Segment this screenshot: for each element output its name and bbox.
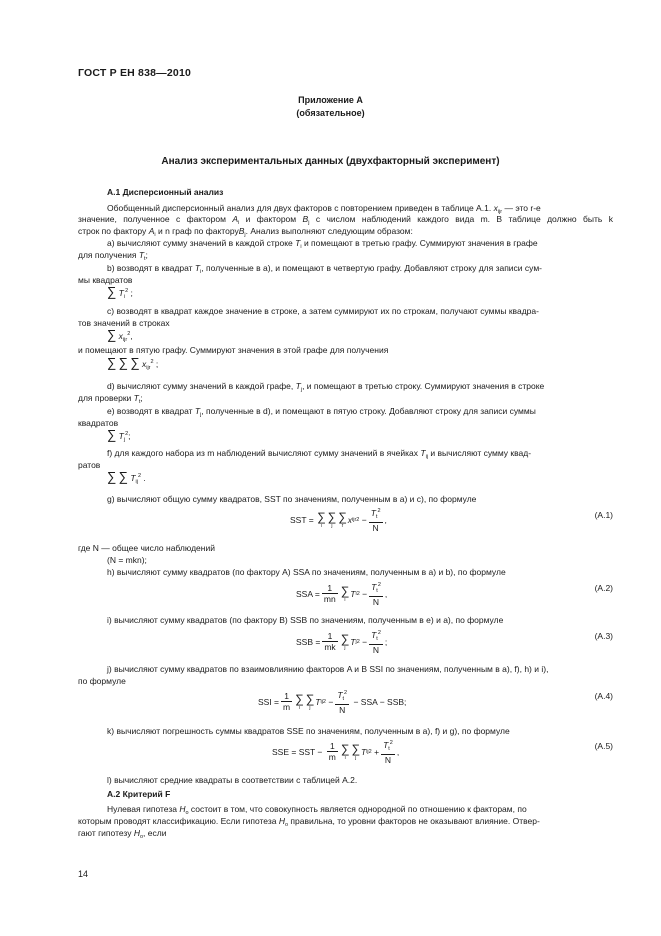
step-c-line-2: тов значений в строках bbox=[78, 318, 170, 328]
a2-line-1: Нулевая гипотеза $H_o$ состоит в том, что совокупность является однородной по отношению к факторам, по bbox=[107, 804, 527, 816]
equation-a4-label: (А.4) bbox=[594, 691, 613, 701]
step-b-line-1: b) возводят в квадрат $T_i$, полученные в а), и помещают в четвертую графу. Добавляют строку для записи сум- bbox=[107, 263, 542, 275]
step-c-formula-1: ∑ $x_{ijr}^2$, bbox=[107, 327, 133, 343]
equation-a1-label: (А.1) bbox=[594, 510, 613, 520]
page-number: 14 bbox=[78, 869, 89, 879]
standard-code-header: ГОСТ Р ЕН 838—2010 bbox=[78, 67, 192, 79]
equation-a3-label: (А.3) bbox=[594, 631, 613, 641]
annex-status: (обязательное) bbox=[296, 108, 365, 118]
step-d-line-2: для проверки $T_t$; bbox=[78, 393, 143, 405]
step-f-line-2: ратов bbox=[78, 460, 101, 470]
step-h-line-1: h) вычисляют сумму квадратов (по фактору A) SSA по значениям, полученным в а) и b), по формуле bbox=[107, 567, 506, 577]
equation-a3: SSB = $\frac{1}{mk}$ ∑ j T j 2 − $\frac{T_t^2}{N}$ ; bbox=[296, 630, 388, 655]
annex-title: Приложение А bbox=[298, 95, 363, 105]
step-f-formula: ∑ ∑ $T_{ij}^2$ . bbox=[107, 469, 146, 485]
step-e-formula: ∑ $T_j^2$; bbox=[107, 427, 131, 443]
step-a-line-1: а) вычисляют сумму значений в каждой строке $T_i$ и помещают в третью графу. Суммируют значения в графе bbox=[107, 238, 538, 250]
step-b-line-2: мы квадратов bbox=[78, 275, 133, 285]
step-a-line-2: для получения $T_t$; bbox=[78, 250, 148, 262]
step-i-line-1: i) вычисляют сумму квадратов (по фактору B) SSB по значениям, полученным в е) и а), по формуле bbox=[107, 615, 504, 625]
step-g-line-1: g) вычисляют общую сумму квадратов, SST по значениям, полученным в а) и с), по формуле bbox=[107, 494, 477, 504]
intro-line-3: строк по фактору $A_i$ и n граф по факторуB$_j$. Анализ выполняют следующим образом: bbox=[78, 226, 413, 238]
section-a1-heading: А.1 Дисперсионный анализ bbox=[107, 187, 224, 197]
step-c-line-3: и помещают в пятую графу. Суммируют значения в этой графе для получения bbox=[78, 345, 389, 355]
a2-line-2: которым проводят классификацию. Если гипотеза $H_o$ правильна, то уровни факторов не оказывают влияние. Отвер- bbox=[78, 816, 540, 828]
step-j-line-2: по формуле bbox=[78, 676, 126, 686]
step-d-line-1: d) вычисляют сумму значений в каждой графе, $T_j$, и помещают в третью строку. Суммируют значения в строке bbox=[107, 381, 545, 393]
step-k-line-1: k) вычисляют погрешность суммы квадратов SSE по значениям, полученным в а), f) и g), по формуле bbox=[107, 726, 510, 736]
step-b-formula: ∑ $T_i^2$ ; bbox=[107, 284, 133, 300]
equation-a2-label: (А.2) bbox=[594, 583, 613, 593]
section-a2-heading: А.2 Критерий F bbox=[107, 789, 171, 799]
step-l-line-1: l) вычисляют средние квадраты в соответствии с таблицей А.2. bbox=[107, 775, 358, 785]
equation-a2: SSA = $\frac{1}{mn}$ ∑ i T i 2 − $\frac{T_t^2}{N}$ , bbox=[296, 582, 388, 607]
equation-a1: SST = ∑ i ∑ j ∑ r x ijr 2 − $\frac{T_t^2}{N}$ , bbox=[290, 508, 387, 533]
step-c-formula-2: ∑ ∑ ∑ $x_{ijr}^2$ ; bbox=[107, 355, 159, 371]
step-f-line-1: f) для каждого набора из m наблюдений вычисляют сумму значений в ячейках $T_{ij}$ и вычисляют сумму квад- bbox=[107, 448, 532, 460]
step-e-line-2: квадратов bbox=[78, 418, 119, 428]
intro-line-1: Обобщенный дисперсионный анализ для двух факторов с повторением приведен в таблице А.1. $x_{ijr}$ — это r-е bbox=[107, 203, 541, 215]
where-line-2: (N = mkn); bbox=[107, 555, 147, 565]
a2-line-3: гают гипотезу $H_o$, если bbox=[78, 828, 167, 840]
equation-a5-label: (А.5) bbox=[594, 741, 613, 751]
step-j-line-1: j) вычисляют сумму квадратов по взаимовлиянию факторов A и B SSI по значениям, полученным в а), f), h) и i), bbox=[107, 664, 549, 674]
equation-a5: SSE = SST − $\frac{1}{m}$ ∑ i ∑ j T ij 2 + $\frac{T_t^2}{N}$ , bbox=[272, 740, 400, 765]
step-e-line-1: е) возводят в квадрат $T_j$, полученные в d), и помещают в пятую строку. Добавляют строку для записи суммы bbox=[107, 406, 536, 418]
equation-a4: SSI = $\frac{1}{m}$ ∑ i ∑ j T ij 2 − $\frac{T_t^2}{N}$ − SSA − SSB; bbox=[258, 690, 407, 715]
document-title: Анализ экспериментальных данных (двухфакторный эксперимент) bbox=[161, 156, 500, 167]
where-line-1: где N — общее число наблюдений bbox=[78, 543, 215, 553]
step-c-line-1: с) возводят в квадрат каждое значение в строке, а затем суммируют их по строкам, получают суммы квадра- bbox=[107, 306, 539, 316]
intro-line-2: значение, полученное с фактором $A_i$ и фактором $B_j$ с числом наблюдений каждого вида m. В таблице должно быть k bbox=[78, 214, 613, 226]
